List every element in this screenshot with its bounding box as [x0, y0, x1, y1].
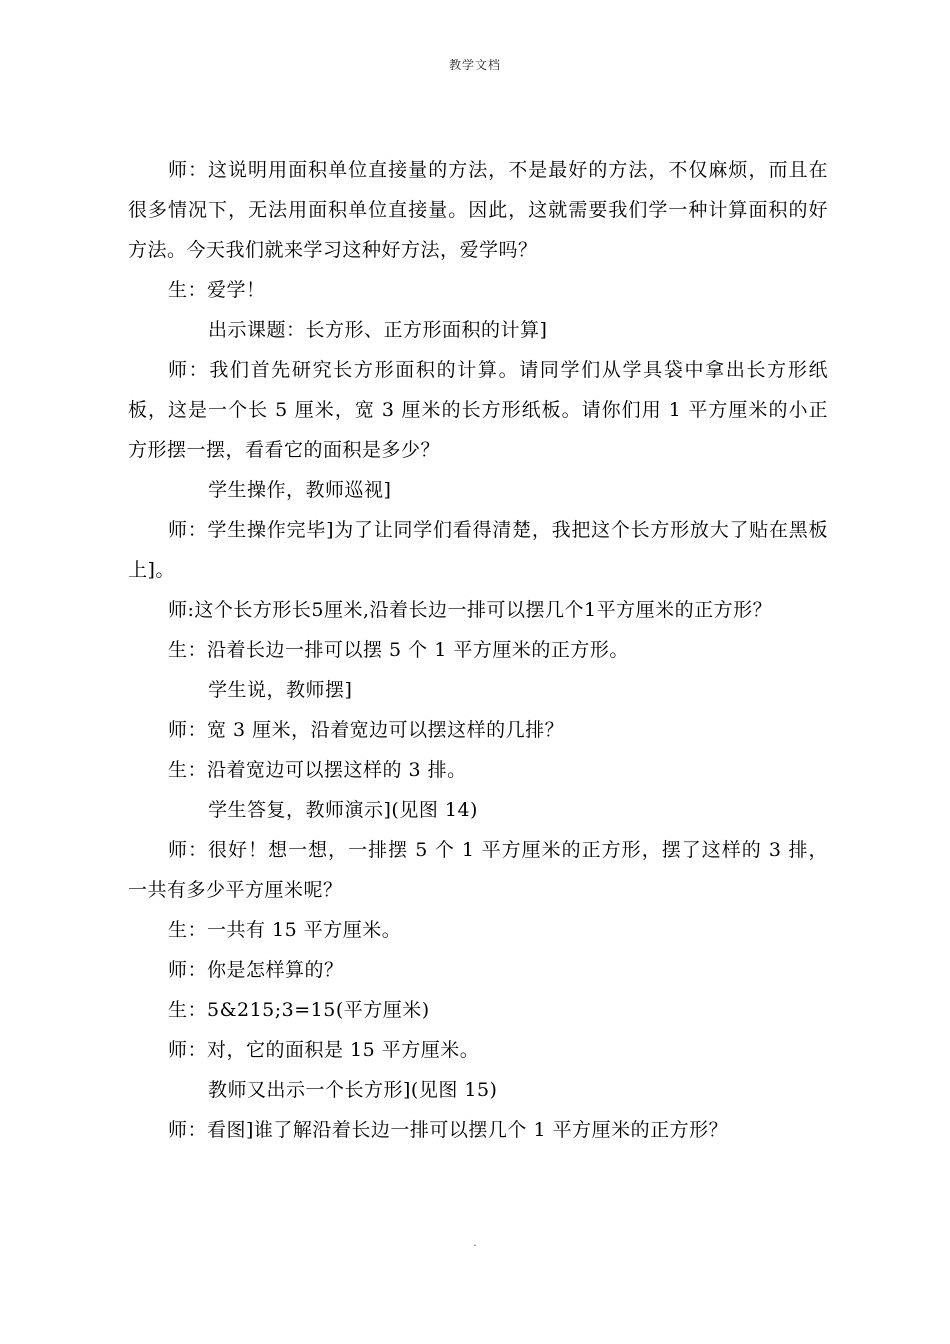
paragraph: 生：爱学！ — [168, 279, 266, 301]
paragraph: 师:这个长方形长5厘米,沿着长边一排可以摆几个1平方厘米的正方形？ — [168, 599, 773, 621]
paragraph: 师：很好！想一想，一排摆 5 个 1 平方厘米的正方形，摆了这样的 3 排，一共有多少平方厘米呢？ — [128, 839, 828, 901]
paragraph: 师：对，它的面积是 15 平方厘米。 — [168, 1039, 480, 1061]
paragraph: 生：一共有 15 平方厘米。 — [168, 919, 402, 941]
paragraph: 师：这说明用面积单位直接量的方法，不是最好的方法，不仅麻烦，而且在很多情况下，无法用面积单位直接量。因此，这就需要我们学一种计算面积的好方法。今天我们就来学习这种好方法，爱学吗？ — [128, 159, 828, 261]
paragraph: 出示课题：长方形、正方形面积的计算] — [208, 319, 548, 341]
document-body — [128, 150, 828, 1150]
paragraph: 生：沿着宽边可以摆这样的 3 排。 — [168, 759, 467, 781]
paragraph: 学生答复，教师演示](见图 14) — [208, 799, 478, 821]
paragraph: 师：学生操作完毕]为了让同学们看得清楚，我把这个长方形放大了贴在黑板上]。 — [128, 519, 828, 581]
paragraph: 教师又出示一个长方形](见图 15) — [208, 1079, 498, 1101]
paragraph: 师：看图]谁了解沿着长边一排可以摆几个 1 平方厘米的正方形？ — [168, 1119, 729, 1141]
paragraph: 师：你是怎样算的？ — [168, 959, 344, 981]
paragraph: 生：沿着长边一排可以摆 5 个 1 平方厘米的正方形。 — [168, 639, 629, 661]
page-header: 教学文档 — [448, 58, 501, 72]
paragraph: 学生操作，教师巡视] — [208, 479, 392, 501]
paragraph: 学生说，教师摆] — [208, 679, 353, 701]
paragraph: 师：我们首先研究长方形面积的计算。请同学们从学具袋中拿出长方形纸板，这是一个长 5 厘米，宽 3 厘米的长方形纸板。请你们用 1 平方厘米的小正方形摆一摆，看看它的面积是多少？ — [128, 359, 828, 461]
paragraph: 师：宽 3 厘米，沿着宽边可以摆这样的几排？ — [168, 719, 565, 741]
page-footer-mark: . — [473, 1238, 477, 1249]
paragraph: 生：5&215;3=15(平方厘米) — [168, 999, 430, 1021]
